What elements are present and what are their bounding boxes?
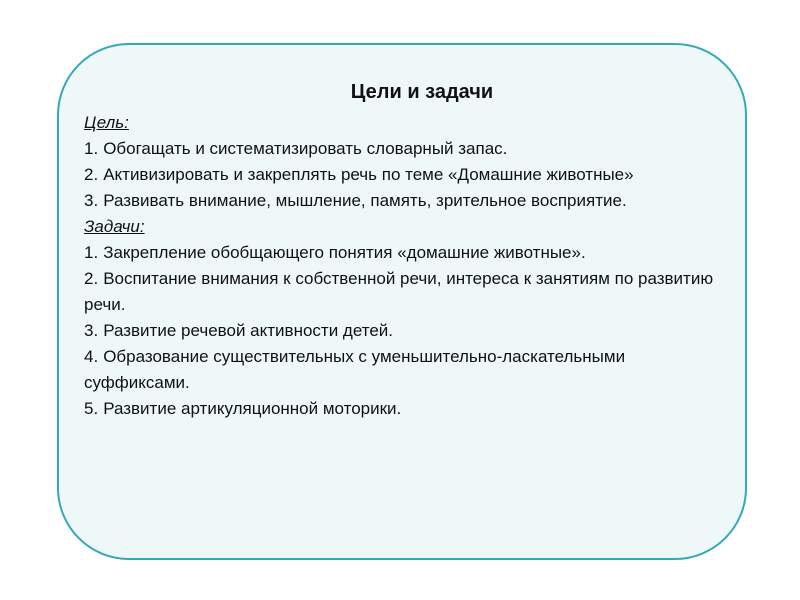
goal-item-3 [84, 188, 724, 214]
task-item-text: Образование существительных с уменьшительно-ласкательными суффиксами. [84, 347, 626, 392]
task-item-3 [84, 318, 724, 344]
task-item-5 [84, 396, 724, 422]
task-item-text: Воспитание внимания к собственной речи, интереса к занятиям по развитию речи. [84, 269, 714, 314]
task-item-4 [84, 344, 724, 396]
goal-item-number: 3. [84, 191, 99, 210]
task-item-text: Развитие артикуляционной моторики. [103, 399, 402, 418]
goal-item-text: Обогащать и систематизировать словарный запас. [103, 139, 508, 158]
goal-item-text: Развивать внимание, мышление, память, зрительное восприятие. [103, 191, 627, 210]
task-item-number: 2. [84, 269, 99, 288]
goal-item-number: 1. [84, 139, 99, 158]
task-item-text: Развитие речевой активности детей. [103, 321, 394, 340]
goal-item-number: 2. [84, 165, 99, 184]
slide-title: Цели и задачи [350, 81, 494, 103]
task-item-number: 1. [84, 243, 99, 262]
slide-content [84, 78, 724, 422]
task-item-2 [84, 266, 724, 318]
goal-label: Цель: [84, 113, 129, 132]
task-item-text: Закрепление обобщающего понятия «домашние животные». [103, 243, 586, 262]
task-item-number: 4. [84, 347, 99, 366]
goal-item-2 [84, 162, 724, 188]
goal-item-text: Активизировать и закреплять речь по теме «Домашние животные» [103, 165, 634, 184]
task-item-number: 5. [84, 399, 99, 418]
task-item-number: 3. [84, 321, 99, 340]
tasks-label: Задачи: [84, 217, 145, 236]
task-item-1 [84, 240, 724, 266]
goal-item-1 [84, 136, 724, 162]
